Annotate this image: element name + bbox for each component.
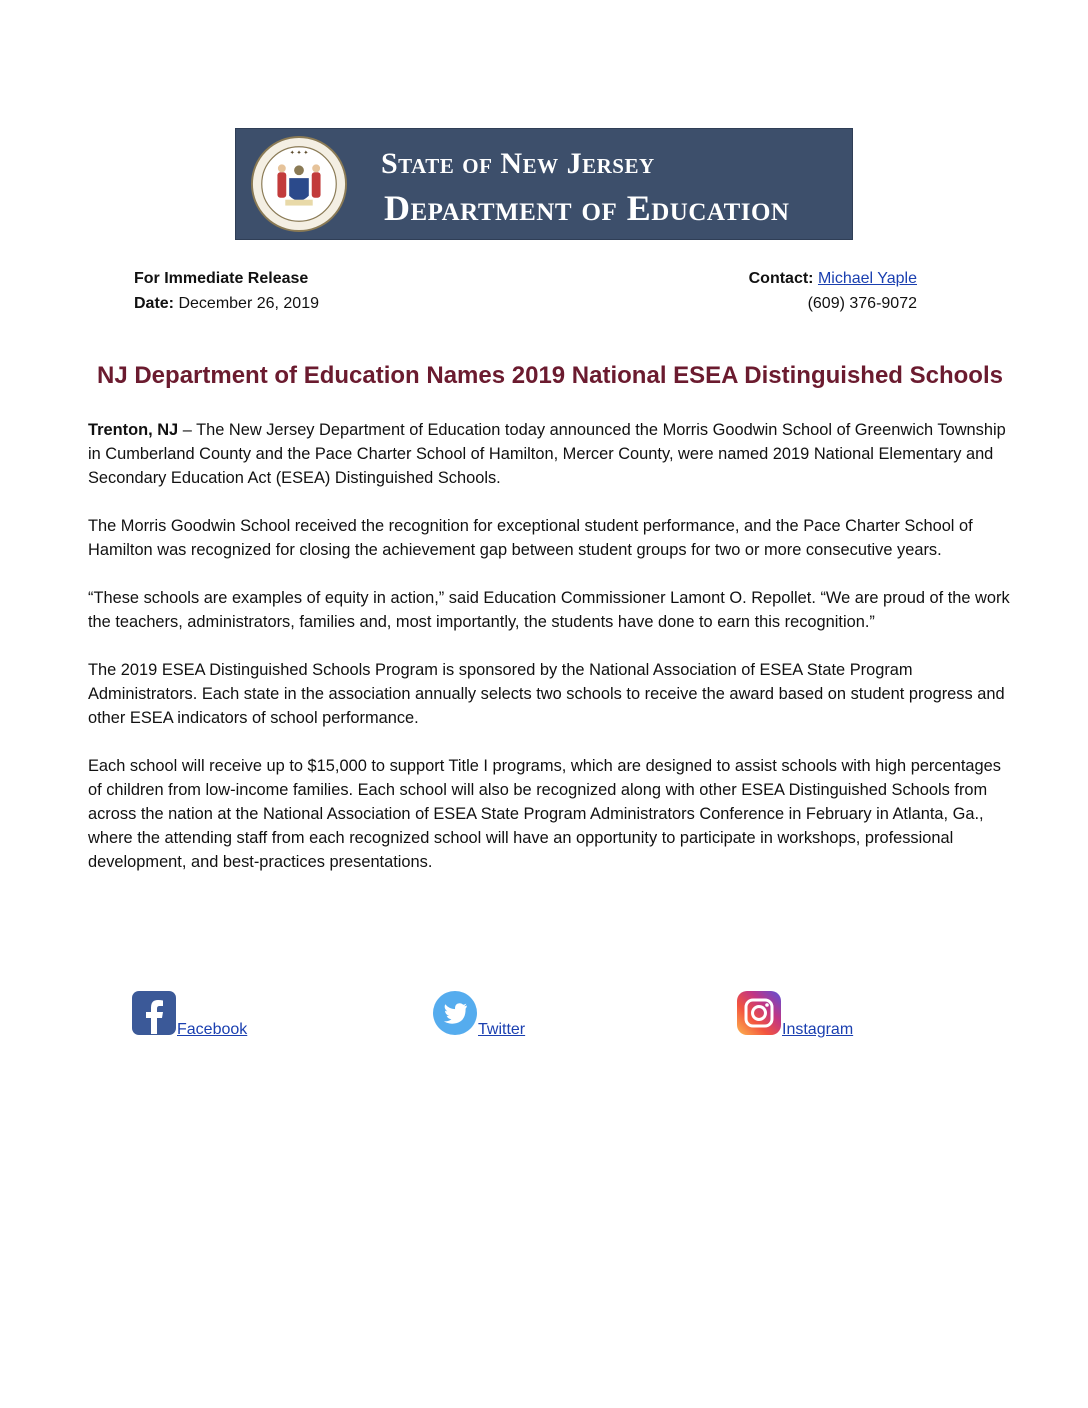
paragraph-5: Each school will receive up to $15,000 to support Title I programs, which are designed to assist schools with high percentages of children from low-income families. Each school will also be recognized along with other ESEA Distinguished Schools from across the nation at the National Association of ESEA State Program Administrators Conference in February in Atlanta, Ga., where the attending staff from each recognized school will have an opportunity to participate in workshops, professional development, and best-practices presentations.: [88, 757, 1001, 871]
release-date: [134, 291, 319, 316]
banner-department-name: Department of Education: [384, 188, 790, 228]
twitter-icon[interactable]: [432, 990, 478, 1036]
paragraph-4: The 2019 ESEA Distinguished Schools Program is sponsored by the National Association of ESEA State Program Administrators. Each state in the association annually selects two schools to receive the award based on student progress and other ESEA indicators of school performance.: [88, 661, 1005, 727]
contact-name-link[interactable]: Michael Yaple: [817, 270, 917, 287]
paragraph-1: [88, 418, 1018, 490]
contact-line: [749, 266, 917, 291]
paragraph-1-text: – The New Jersey Department of Education today announced the Morris Goodwin School of Greenwich Township in Cumberland County and the Pace Charter School of Hamilton, Mercer County, were named 2019 National Elementary and Secondary Education Act (ESEA) Distinguished Schools.: [88, 421, 1006, 487]
paragraph-3: “These schools are examples of equity in action,” said Education Commissioner Lamont O. Repollet. “We are proud of the work the teachers, administrators, families and, most importantly, the students have done to earn this recognition.”: [88, 589, 1010, 631]
contact-phone: (609) 376-9072: [807, 295, 917, 312]
contact-info: [749, 266, 917, 316]
dateline: Trenton, NJ: [88, 421, 179, 439]
state-seal-icon: [250, 135, 348, 233]
release-label: For Immediate Release: [134, 270, 309, 287]
banner-state-name: State of New Jersey: [381, 147, 655, 180]
release-info: [134, 266, 319, 316]
department-banner: [235, 128, 853, 240]
press-release-title: NJ Department of Education Names 2019 National ESEA Distinguished Schools: [97, 362, 1003, 389]
contact-label: Contact:: [748, 270, 814, 287]
instagram-link[interactable]: Instagram: [782, 1021, 854, 1038]
press-release-body: [88, 418, 1018, 898]
paragraph-2: The Morris Goodwin School received the recognition for exceptional student performance, and the Pace Charter School of Hamilton was recognized for closing the achievement gap between student groups for two or more consecutive years.: [88, 517, 973, 559]
svg-text:✦ ✦ ✦: ✦ ✦ ✦: [289, 150, 309, 157]
date-label: Date:: [134, 295, 175, 312]
instagram-icon[interactable]: [736, 990, 782, 1036]
facebook-link[interactable]: Facebook: [177, 1021, 248, 1038]
twitter-link[interactable]: Twitter: [478, 1021, 526, 1038]
date-value: December 26, 2019: [174, 295, 319, 312]
facebook-icon[interactable]: [131, 990, 177, 1036]
